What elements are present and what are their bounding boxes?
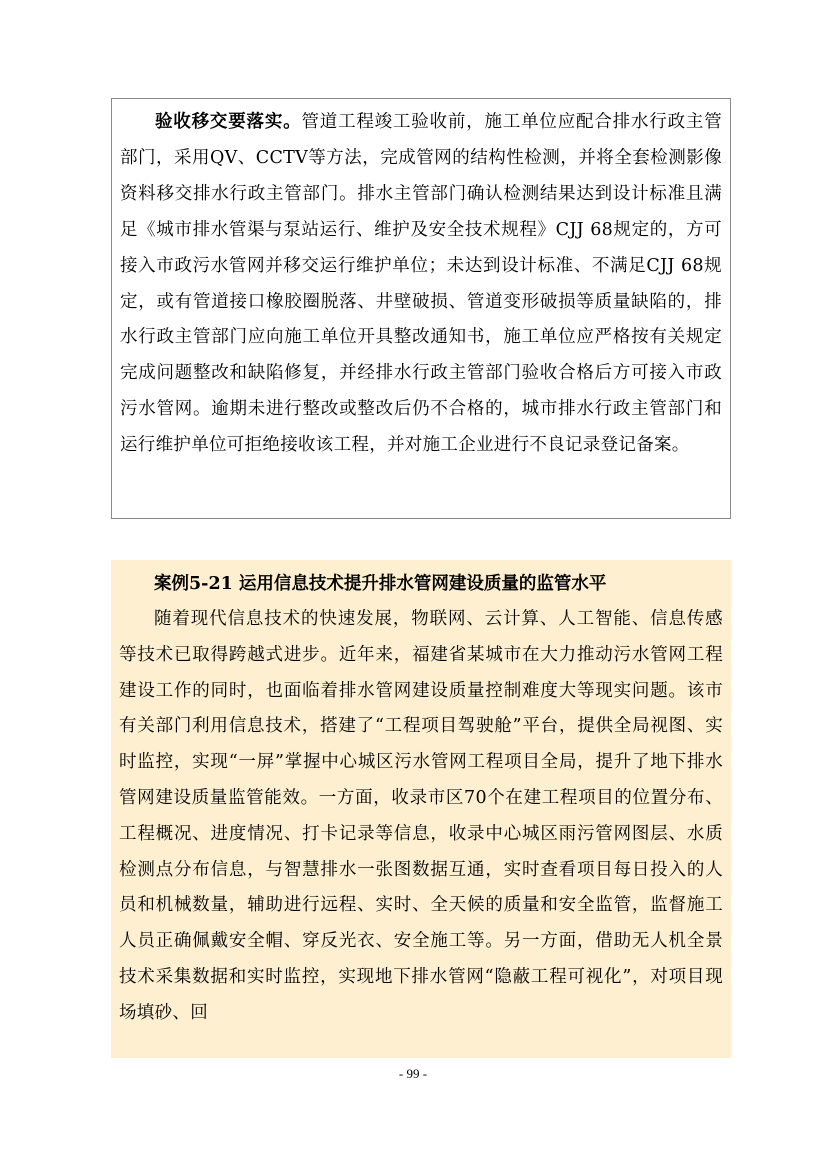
acceptance-lead: 验收移交要落实。: [155, 112, 302, 132]
case-study-body: 随着现代信息技术的快速发展，物联网、云计算、人工智能、信息传感等技术已取得跨越式进步。近年来，福建省某城市在大力推动污水管网工程建设工作的同时，也面临着排水管网建设质量控制难度大等现实问题。该市有关部门利用信息技术，搭建了“工程项目驾驶舱”平台，提供全局视图、实时监控，实现“一屏”掌握中心城区污水管网工程项目全局，提升了地下排水管网建设质量监管能效。一方面，收录市区70个在建工程项目的位置分布、工程概况、进度情况、打卡记录等信息，收录中心城区雨污管网图层、水质检测点分布信息，与智慧排水一张图数据互通，实时查看项目每日投入的人员和机械数量，辅助进行远程、实时、全天候的质量和安全监管，监督施工人员正确佩戴安全帽、穿反光衣、安全施工等。另一方面，借助无人机全景技术采集数据和实时监控，实现地下排水管网“隐蔽工程可视化”，对项目现场填砂、回: [119, 609, 723, 1023]
acceptance-section-box: [111, 98, 731, 519]
case-study-title: 案例5-21 运用信息技术提升排水管网建设质量的监管水平: [154, 574, 607, 594]
page-number: - 99 -: [398, 1066, 428, 1081]
acceptance-body: 管道工程竣工验收前，施工单位应配合排水行政主管部门，采用QV、CCTV等方法，完成管网的结构性检测，并将全套检测影像资料移交排水行政主管部门。排水主管部门确认检测结果达到设计标准且满足《城市排水管渠与泵站运行、维护及安全技术规程》CJJ 68规定的，方可接入市政污水管网并移交运行维护单位；未达到设计标准、不满足CJJ 68规定，或有管道接口橡胶圈脱落、井壁破损、管道变形破损等质量缺陷的，排水行政主管部门应向施工单位开具整改通知书，施工单位应严格按有关规定完成问题整改和缺陷修复，并经排水行政主管部门验收合格后方可接入市政污水管网。逾期未进行整改或整改后仍不合格的，城市排水行政主管部门和运行维护单位可拒绝接收该工程，并对施工企业进行不良记录登记备案。: [120, 112, 722, 456]
acceptance-paragraph: [120, 105, 722, 464]
case-study-box: [111, 560, 731, 1058]
